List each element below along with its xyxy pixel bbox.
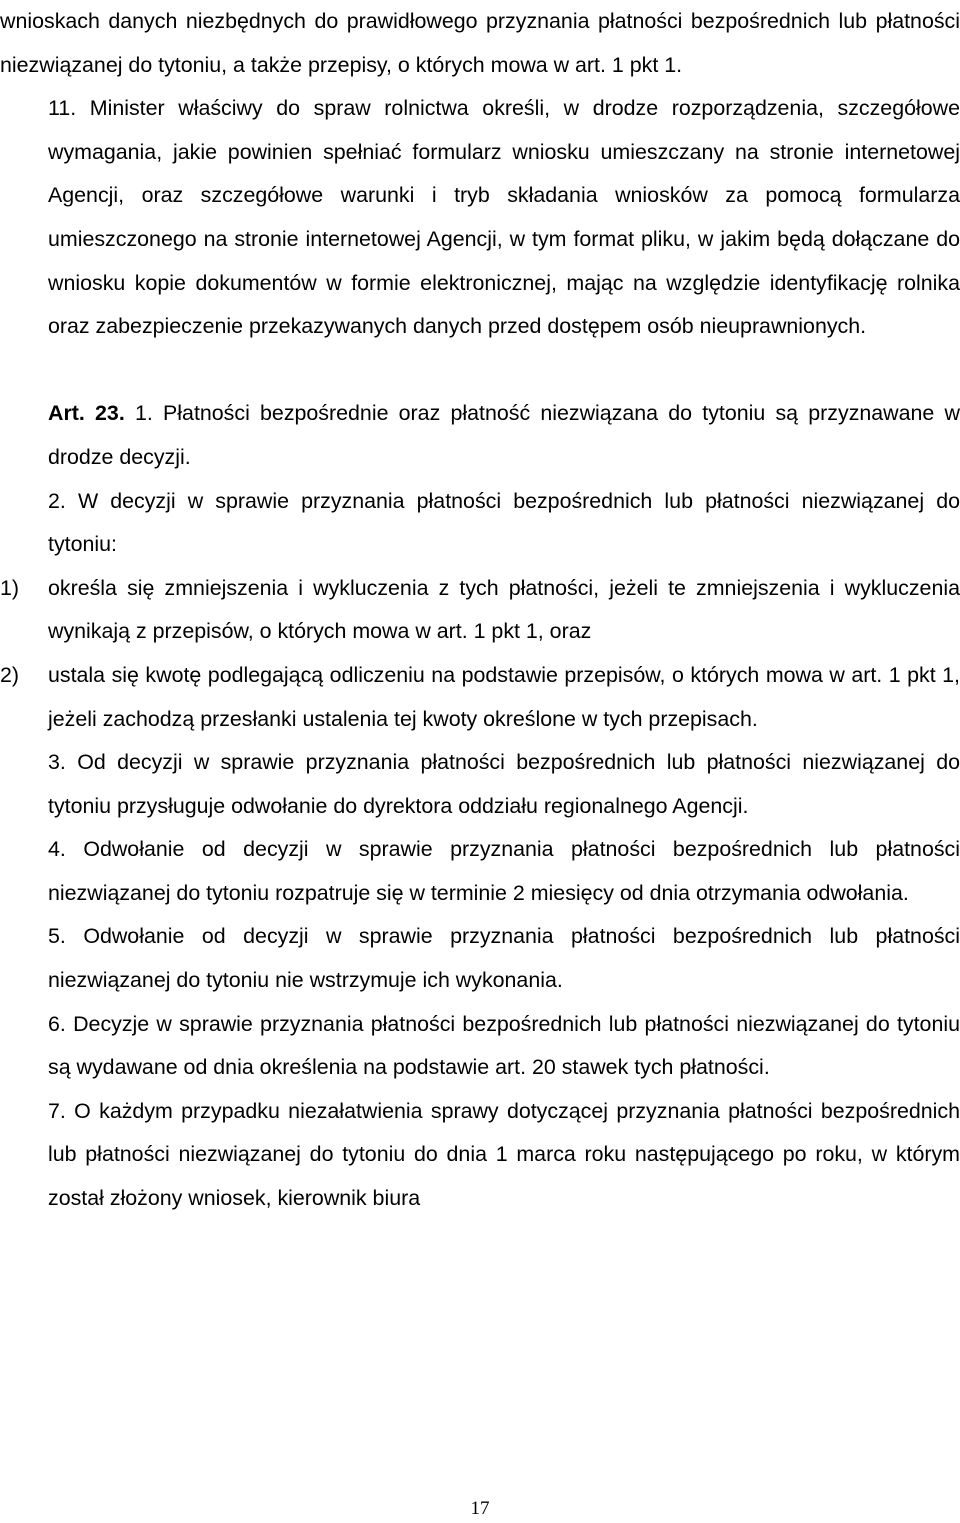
paragraph-text: Odwołanie od decyzji w sprawie przyznania płatności bezpośrednich lub płatności niezwiązanej do tytoniu rozpatruje się w terminie 2 miesięcy od dnia otrzymania odwołania. bbox=[48, 837, 960, 905]
paragraph-number: 1. bbox=[134, 401, 153, 426]
list-item-text: określa się zmniejszenia i wykluczenia z tych płatności, jeżeli te zmniejszenia i wykluczenia wynikają z przepisów, o których mowa w art. 1 pkt 1, oraz bbox=[48, 575, 960, 644]
paragraph-4 bbox=[0, 828, 960, 915]
list-item bbox=[0, 654, 960, 741]
paragraph-text: wnioskach danych niezbędnych do prawidłowego przyznania płatności bezpośrednich lub płatności niezwiązanej do tytoniu, a także przepisy, o których mowa w art. 1 pkt 1. bbox=[0, 9, 960, 77]
paragraph-text: O każdym przypadku niezałatwienia sprawy dotyczącej przyznania płatności bezpośrednich lub płatności niezwiązanej do tytoniu do dnia 1 marca roku następującego po roku, w którym został złożony wniosek, kierownik biura bbox=[48, 1098, 960, 1211]
paragraph-number: 6. bbox=[48, 1011, 66, 1036]
paragraph-number: 11. bbox=[48, 96, 77, 121]
list-item-text: ustala się kwotę podlegającą odliczeniu na podstawie przepisów, o których mowa w art. 1 pkt 1, jeżeli zachodzą przesłanki ustalenia tej kwoty określone w tych przepisach. bbox=[48, 662, 960, 731]
article-23-heading-paragraph bbox=[0, 392, 960, 479]
paragraph-text: Decyzje w sprawie przyznania płatności bezpośrednich lub płatności niezwiązanej do tytoniu są wydawane od dnia określenia na podstawie art. 20 stawek tych płatności. bbox=[48, 1011, 960, 1080]
paragraph-7 bbox=[0, 1090, 960, 1221]
paragraph-6 bbox=[0, 1003, 960, 1090]
paragraph-2 bbox=[0, 480, 960, 567]
paragraph-number: 4. bbox=[48, 837, 66, 862]
paragraph-continuation bbox=[0, 0, 960, 87]
list-item bbox=[0, 567, 960, 654]
paragraph-text: Płatności bezpośrednie oraz płatność niezwiązana do tytoniu są przyznawane w drodze decyzji. bbox=[48, 401, 960, 469]
paragraph-5 bbox=[0, 915, 960, 1002]
article-label: Art. 23. bbox=[48, 401, 125, 426]
paragraph-text: W decyzji w sprawie przyznania płatności bezpośrednich lub płatności niezwiązanej do tytoniu: bbox=[48, 488, 960, 557]
paragraph-text: Od decyzji w sprawie przyznania płatności bezpośrednich lub płatności niezwiązanej do tytoniu przysługuje odwołanie do dyrektora oddziału regionalnego Agencji. bbox=[48, 750, 960, 818]
paragraph-number: 2. bbox=[48, 488, 66, 513]
paragraph-number: 3. bbox=[48, 750, 66, 775]
paragraph-text: Minister właściwy do spraw rolnictwa określi, w drodze rozporządzenia, szczegółowe wymagania, jakie powinien spełniać formularz wniosku umieszczany na stronie internetowej Agencji, oraz szczegółowe warunki i tryb składania wniosków za pomocą formularza umieszczonego na stronie internetowej Agencji, w tym format pliku, w jakim będą dołączane do wniosku kopie dokumentów w formie elektronicznej, mając na względzie identyfikację rolnika oraz zabezpieczenie przekazywanych danych przed dostępem osób nieuprawnionych. bbox=[48, 96, 960, 339]
list-item-number: 2) bbox=[0, 662, 20, 687]
page-number: 17 bbox=[470, 1498, 490, 1519]
list-item-number: 1) bbox=[0, 575, 20, 600]
paragraph-3 bbox=[0, 741, 960, 828]
spacer bbox=[0, 349, 960, 393]
paragraph-number: 5. bbox=[48, 924, 66, 949]
paragraph-11 bbox=[0, 87, 960, 349]
paragraph-number: 7. bbox=[48, 1098, 66, 1123]
paragraph-text: Odwołanie od decyzji w sprawie przyznania płatności bezpośrednich lub płatności niezwiązanej do tytoniu nie wstrzymuje ich wykonania. bbox=[48, 924, 960, 993]
